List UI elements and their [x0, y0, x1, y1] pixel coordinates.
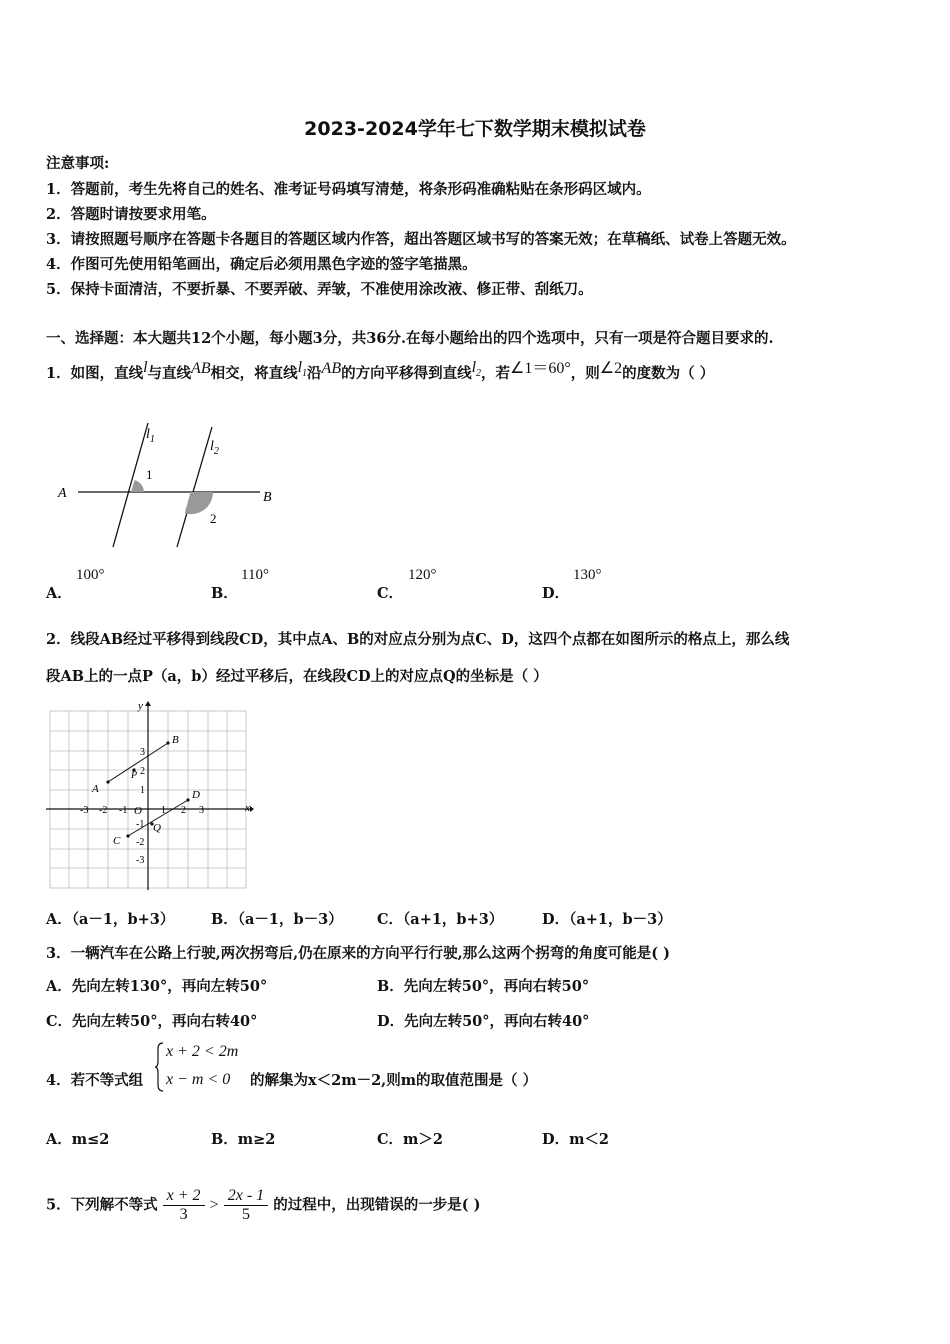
x-tick-label: 1 [161, 805, 166, 816]
q1-l1: $l_1$ [297, 359, 308, 380]
q4-option-d[interactable]: D．m＜2 [542, 1131, 610, 1148]
q1-ab: AB [321, 360, 342, 377]
q3-option-d[interactable]: D．先向左转50°，再向右转40° [377, 1013, 590, 1030]
q2-option-c[interactable]: C．（a+1，b+3） [377, 911, 504, 928]
q1-text: 的度数为（ ） [622, 365, 715, 382]
point-d-label: D [192, 789, 200, 801]
system-brace [154, 1041, 164, 1093]
q1-option-d-value: 130° [573, 567, 602, 583]
q1-option-c-letter[interactable]: C． [377, 585, 404, 602]
q1-text: 相交，将直线 [210, 365, 298, 382]
y-axis-label: y [138, 700, 143, 712]
line-l1-label: $l_1$ [146, 427, 155, 445]
notice-item: 1．答题前，考生先将自己的姓名、准考证号码填写清楚，将条形码准确粘贴在条形码区域内。 [46, 181, 651, 198]
question-5-stem [46, 1187, 481, 1224]
q4-option-c[interactable]: C．m＞2 [377, 1131, 443, 1148]
point-q-label: Q [153, 822, 161, 834]
q5-text: 5．下列解不等式 [46, 1196, 158, 1214]
q1-option-b-value: 110° [241, 567, 269, 583]
q1-text: 与直线 [147, 365, 192, 382]
x-tick-label: -3 [80, 805, 89, 816]
notice-item: 5．保持卡面清洁，不要折暴、不要弄破、弄皱，不准使用涂改液、修正带、刮纸刀。 [46, 281, 593, 298]
q1-option-a-letter[interactable]: A． [46, 585, 72, 602]
greater-than: > [209, 1196, 219, 1214]
x-tick-label: 2 [181, 805, 186, 816]
q1-text: 1．如图，直线 [46, 365, 144, 382]
q2-option-a[interactable]: A．（a－1，b+3） [46, 911, 175, 928]
point-b-label: B [172, 734, 179, 746]
q1-angle2: ∠2 [599, 360, 623, 377]
x-tick-label: -1 [119, 805, 128, 816]
fraction-2: $\frac{2x - 1}{5}$ [224, 1187, 268, 1224]
inequality-2: x − m < 0 [166, 1071, 231, 1088]
q1-option-a-value: 100° [76, 567, 105, 583]
point-p-label: P [131, 770, 138, 781]
notice-item: 3．请按照题号顺序在答题卡各题目的答题区域内作答，超出答题区域书写的答案无效；在草稿纸、试卷上答题无效。 [46, 231, 796, 248]
y-tick-label: 1 [140, 785, 145, 796]
q1-option-b-letter[interactable]: B． [211, 585, 238, 602]
q1-ab: AB [191, 360, 211, 377]
origin-label: O [134, 805, 142, 817]
point-a-label: A [58, 486, 67, 501]
point-c-label: C [113, 835, 121, 847]
q5-text: 的过程中，出现错误的一步是( ) [273, 1196, 481, 1214]
y-tick-label: -1 [136, 819, 145, 830]
x-tick-label: 3 [199, 805, 204, 816]
q2-grid-figure [46, 700, 256, 895]
q1-text: 的方向平移得到直线 [341, 365, 472, 382]
x-tick-label: -2 [99, 805, 108, 816]
x-axis-label: x [245, 802, 250, 814]
q1-option-d-letter[interactable]: D． [542, 585, 570, 602]
question-2-line2: 段AB上的一点P（a，b）经过平移后，在线段CD上的对应点Q的坐标是（ ） [46, 668, 548, 685]
notice-heading: 注意事项: [46, 155, 110, 172]
inequality-1: x + 2 < 2m [166, 1043, 239, 1060]
question-1-stem [46, 360, 714, 385]
q1-text: ，则 [570, 365, 600, 382]
q1-text: 沿 [307, 365, 322, 382]
y-tick-label: 3 [140, 747, 145, 758]
page-title: 2023-2024学年七下数学期末模拟试卷 [304, 118, 646, 140]
q4-text-after: 的解集为x＜2m－2,则m的取值范围是（ ） [250, 1072, 538, 1089]
q3-option-b[interactable]: B．先向左转50°，再向右转50° [377, 978, 590, 995]
q1-condition: ∠1＝60° [510, 360, 571, 377]
line-l2-label: $l_2$ [210, 439, 219, 457]
fraction-1: $\frac{x + 2}{3}$ [163, 1187, 205, 1224]
q4-option-a[interactable]: A．m≤2 [46, 1131, 110, 1148]
q4-text-before: 4．若不等式组 [46, 1072, 144, 1089]
question-2-line1: 2．线段AB经过平移得到线段CD，其中点A、B的对应点分别为点C、D，这四个点都在如图所示的格点上，那么线 [46, 631, 790, 648]
notice-item: 2．答题时请按要求用笔。 [46, 206, 216, 223]
q3-option-c[interactable]: C．先向左转50°，再向右转40° [46, 1013, 258, 1030]
angle-1-label: 1 [146, 467, 153, 482]
q2-option-b[interactable]: B．（a－1，b－3） [211, 911, 343, 928]
y-tick-label: -2 [136, 837, 145, 848]
notice-item: 4．作图可先使用铅笔画出，确定后必须用黑色字迹的签字笔描黑。 [46, 256, 477, 273]
q3-option-a[interactable]: A．先向左转130°，再向左转50° [46, 978, 268, 995]
q4-option-b[interactable]: B．m≥2 [211, 1131, 276, 1148]
angle-2-label: 2 [210, 511, 217, 526]
q1-l: l [143, 359, 148, 376]
y-tick-label: -3 [136, 855, 145, 866]
q2-option-d[interactable]: D．（a+1，b－3） [542, 911, 672, 928]
q1-option-c-value: 120° [408, 567, 437, 583]
y-tick-label: 2 [140, 766, 145, 777]
question-3-stem: 3．一辆汽车在公路上行驶,两次拐弯后,仍在原来的方向平行行驶,那么这两个拐弯的角度可能是( ) [46, 945, 670, 962]
section-heading: 一、选择题：本大题共12个小题，每小题3分，共36分.在每小题给出的四个选项中，只有一项是符合题目要求的. [46, 330, 774, 347]
q1-l2: $l_2$ [471, 359, 482, 380]
point-b-label: B [263, 490, 272, 505]
point-a-label: A [92, 783, 99, 795]
q1-figure [50, 415, 290, 555]
q1-text: ，若 [481, 365, 511, 382]
